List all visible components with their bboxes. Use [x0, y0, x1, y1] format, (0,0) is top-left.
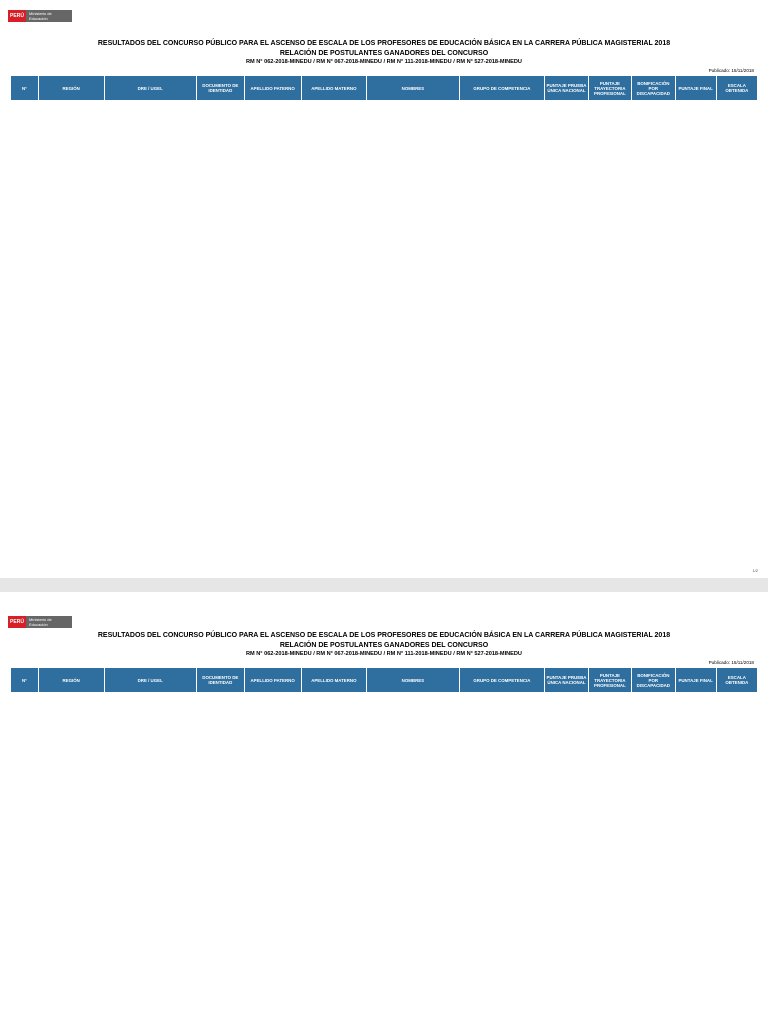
column-header: ESCALA OBTENIDA [716, 76, 757, 101]
table-header-row [11, 668, 758, 693]
column-header: APELLIDO PATERNO [244, 668, 301, 693]
published-date: Publicado: 15/11/2018 [708, 660, 754, 665]
column-header: PUNTAJE PRUEBA ÚNICA NACIONAL [545, 668, 588, 693]
minedu-logo [8, 10, 72, 22]
page-title: RESULTADOS DEL CONCURSO PÚBLICO PARA EL ASCENSO DE ESCALA DE LOS PROFESORES DE EDUCACIÓN BÁSICA EN LA CARRERA PÚBLICA MAGISTERIAL 2018 [97, 40, 671, 47]
column-header: DOCUMENTO DE IDENTIDAD [196, 668, 244, 693]
column-header: BONIFICACIÓN POR DISCAPACIDAD [632, 668, 675, 693]
table-header-row [11, 76, 758, 101]
column-header: PUNTAJE TRAYECTORIA PROFESIONAL [588, 76, 631, 101]
column-header: PUNTAJE FINAL [675, 76, 716, 101]
resolutions-line: RM N° 062-2018-MINEDU / RM N° 067-2018-MINEDU / RM N° 111-2018-MINEDU / RM N° 527-2018-MINEDU [246, 651, 522, 657]
peru-flag-icon: PERÚ [8, 616, 26, 628]
ministry-label: Ministerio de Educación [26, 616, 72, 628]
column-header: BONIFICACIÓN POR DISCAPACIDAD [632, 76, 675, 101]
peru-flag-icon: PERÚ [8, 10, 26, 22]
page-title: RESULTADOS DEL CONCURSO PÚBLICO PARA EL ASCENSO DE ESCALA DE LOS PROFESORES DE EDUCACIÓN BÁSICA EN LA CARRERA PÚBLICA MAGISTERIAL 2018 [97, 632, 671, 639]
ministry-label: Ministerio de Educación [26, 10, 72, 22]
column-header: GRUPO DE COMPETENCIA [459, 668, 545, 693]
column-header: APELLIDO MATERNO [301, 668, 367, 693]
column-header: DOCUMENTO DE IDENTIDAD [196, 76, 244, 101]
minedu-logo [8, 616, 72, 628]
column-header: NOMBRES [367, 668, 459, 693]
document-page-2 [0, 592, 768, 1024]
column-header: PUNTAJE TRAYECTORIA PROFESIONAL [588, 668, 631, 693]
results-table [10, 75, 758, 101]
column-header: ESCALA OBTENIDA [716, 668, 757, 693]
page-number: 1/2 [752, 568, 758, 573]
column-header: DRE / UGEL [104, 668, 196, 693]
column-header: PUNTAJE PRUEBA ÚNICA NACIONAL [545, 76, 588, 101]
page-subtitle: RELACIÓN DE POSTULANTES GANADORES DEL CONCURSO [279, 642, 489, 649]
column-header: PUNTAJE FINAL [675, 668, 716, 693]
column-header: REGIÓN [38, 76, 104, 101]
column-header: NOMBRES [367, 76, 459, 101]
column-header: N° [11, 668, 39, 693]
column-header: N° [11, 76, 39, 101]
page-separator [0, 578, 768, 592]
column-header: REGIÓN [38, 668, 104, 693]
published-date: Publicado: 15/11/2018 [708, 68, 754, 73]
results-table [10, 667, 758, 693]
column-header: APELLIDO PATERNO [244, 76, 301, 101]
page-subtitle: RELACIÓN DE POSTULANTES GANADORES DEL CONCURSO [279, 50, 489, 57]
column-header: APELLIDO MATERNO [301, 76, 367, 101]
column-header: DRE / UGEL [104, 76, 196, 101]
column-header: GRUPO DE COMPETENCIA [459, 76, 545, 101]
resolutions-line: RM N° 062-2018-MINEDU / RM N° 067-2018-MINEDU / RM N° 111-2018-MINEDU / RM N° 527-2018-MINEDU [246, 59, 522, 65]
